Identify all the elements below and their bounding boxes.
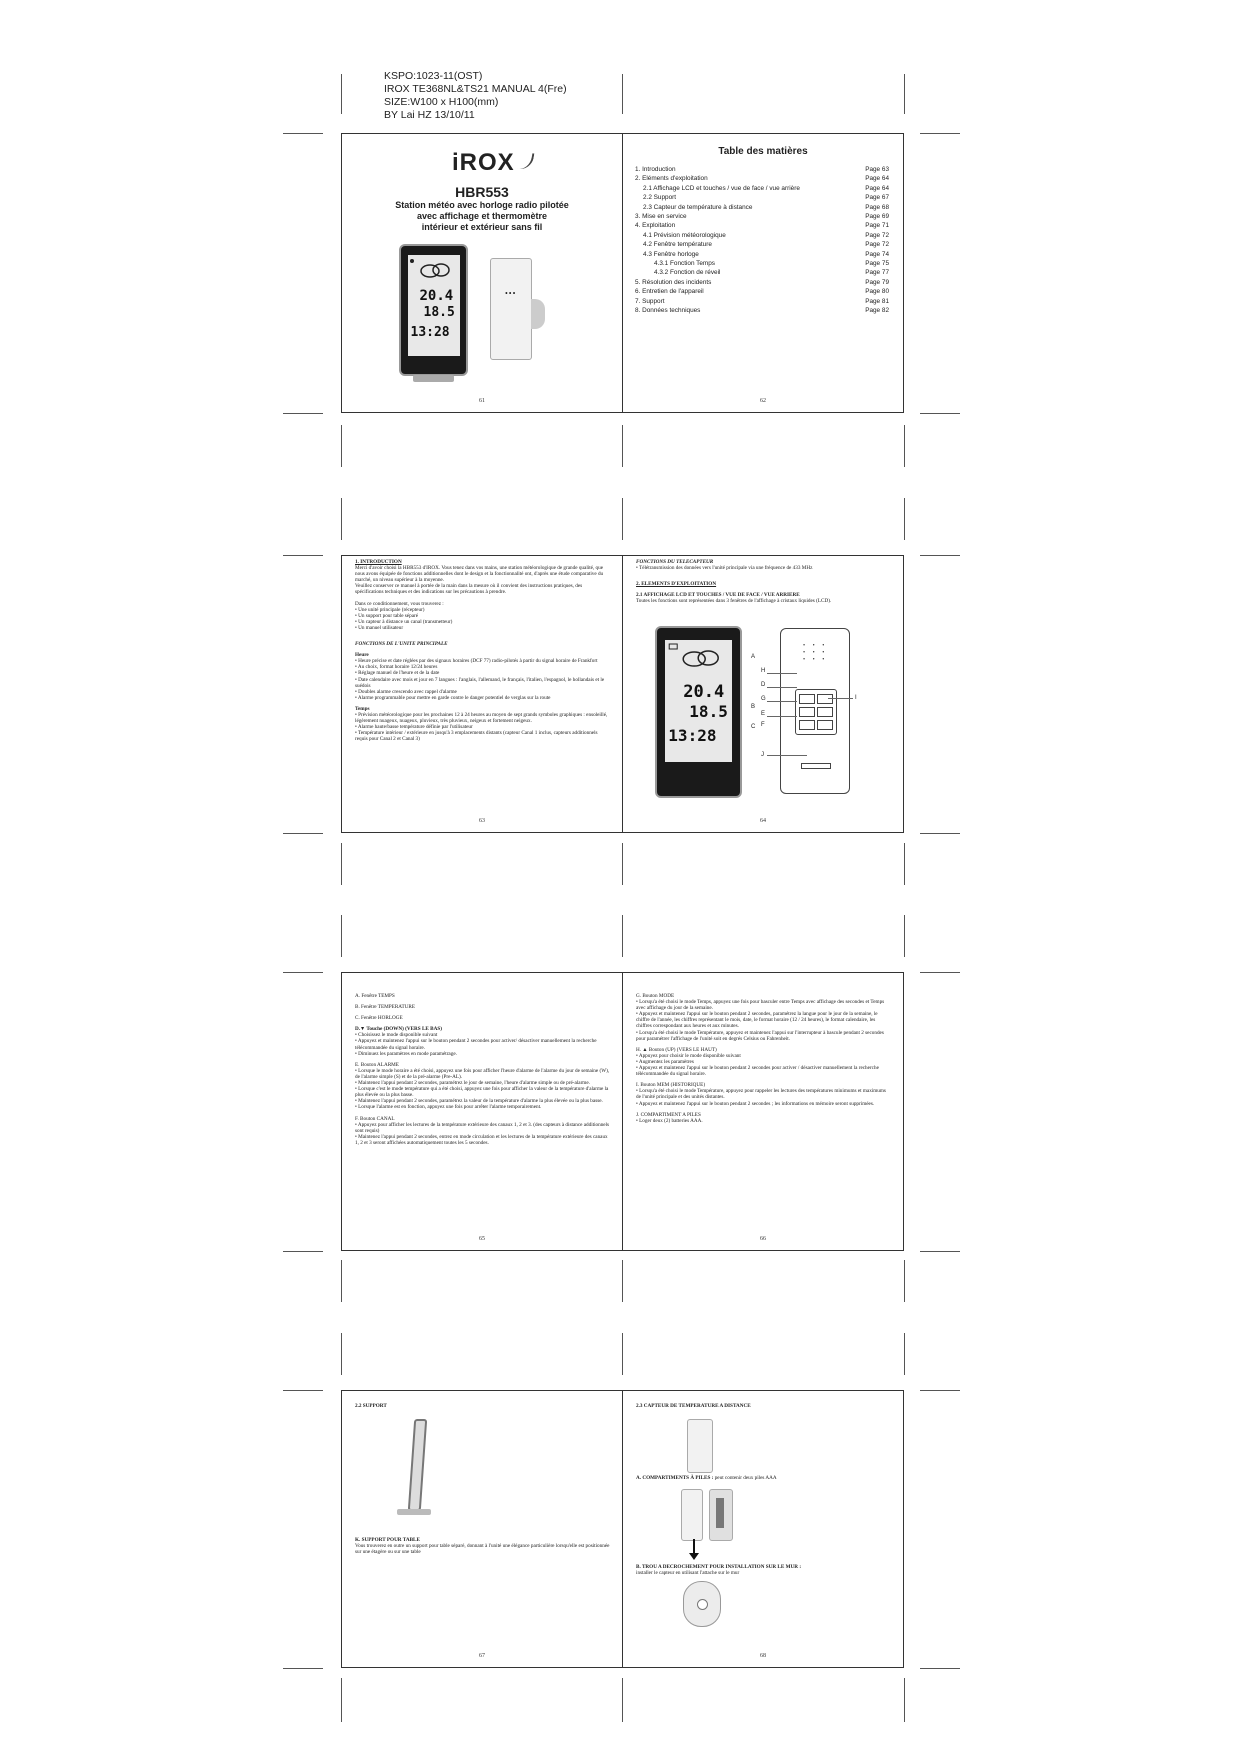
section-heading: 2.2 SUPPORT <box>355 1403 387 1409</box>
list-item: • Lorsque c'est le mode température qui a été choisi, appuyez une fois pour afficher la valeur de la température d'alarme la plus élevée ou la plus basse. <box>355 1086 609 1099</box>
paragraph: Veuillez conserver ce manuel à portée de la main dans la mesure où il convient des instructions pratiques, des spécifications techniques et des indications sur les précautions à prendre. <box>355 583 583 596</box>
toc-entry <box>635 240 889 249</box>
toc-entry <box>635 221 889 230</box>
front-view-image <box>655 626 742 798</box>
toc-entry <box>635 278 889 287</box>
toc-entry-page: Page 64 <box>865 175 889 183</box>
list-item: • Maintenez l'appui pendant 2 secondes, paramétrez le jour de semaine, l'heure d'alarme simple ou de pré-alarme. <box>355 1080 590 1087</box>
paragraph: Merci d'avoir choisi la HBR553 d'IROX. Vous tenez dans vos mains, une station météorologique de grande qualité, que nous avons équipée de fonctions additionnelles dont le design et la fonctionnalité ont, d'après une étude comparative du marché, un niveau supérieur à la moyenne. <box>355 565 604 584</box>
callout-label: J <box>761 752 764 758</box>
list-item: • Doubles alarme crescendo avec rappel d'alarme <box>355 688 457 695</box>
subsection-heading: Heure <box>355 652 369 659</box>
toc-entry <box>635 165 889 174</box>
callout-label: D <box>761 682 766 688</box>
toc-entry <box>635 287 889 296</box>
list-item: • Lorsqu'a été choisi le mode Temps, appuyez une fois pour basculer entre Temps avec affichage des secondes et Temps avec affichage du jour de la semaine. <box>636 999 885 1012</box>
toc-entry-label: 4.3.2 Fonction de réveil <box>654 269 721 277</box>
page-number: 62 <box>760 398 766 404</box>
callout-label: B <box>751 704 756 710</box>
list-item: • Température intérieur / extérieure en jusqu'à 3 emplacements distants (capteur Canal 1 inclus, capteurs additionnels requis pour Canal 2 et Canal 3) <box>355 730 598 743</box>
print-header <box>384 70 567 122</box>
lcd-temp: 20.4 <box>419 287 454 304</box>
lcd-time: 13:28 <box>410 324 450 340</box>
product-subtitle: Station météo avec horloge radio pilotée avec affichage et thermomètre intérieur et extérieur sans fil <box>395 200 569 232</box>
item-c: C. Fenêtre HORLOGE <box>355 1015 403 1022</box>
item-j-heading: J. COMPARTIMENT A PILES <box>636 1111 701 1118</box>
list-item: • Appuyez et maintenez l'appui sur le bouton pendant 2 secondes ; les informations en mémoire seront supprimées. <box>636 1100 875 1107</box>
toc-entry <box>635 259 889 268</box>
page-65 <box>342 973 622 1250</box>
toc-entry-label: 2. Eléments d'exploitation <box>635 175 708 183</box>
callout-label: A <box>751 654 756 660</box>
toc-entry-page: Page 69 <box>865 213 889 221</box>
toc-entry-page: Page 72 <box>865 241 889 249</box>
callout-label: H <box>761 668 766 674</box>
toc-entry-label: 2.3 Capteur de température à distance <box>643 203 753 211</box>
item-b: B. Fenêtre TEMPERATURE <box>355 1004 415 1011</box>
toc-entry-page: Page 80 <box>865 288 889 296</box>
subsection-heading: FONCTIONS DU TELECAPTEUR <box>636 559 714 565</box>
list-item: • Télétransmission des données vers l'unité principale via une fréquence de 433 MHz <box>636 565 813 572</box>
toc-entry-label: 2.2 Support <box>643 194 677 202</box>
toc-entry-label: 4.3.1 Fonction Temps <box>654 260 715 268</box>
header-line: IROX TE368NL&TS21 MANUAL 4(Fre) <box>384 83 567 95</box>
toc-entry <box>635 174 889 183</box>
arrow-head-icon <box>689 1553 699 1560</box>
toc-entry-label: 1. Introduction <box>635 166 676 173</box>
sensor-front-image <box>681 1489 703 1541</box>
subsection-heading: K. SUPPORT POUR TABLE <box>355 1537 420 1543</box>
toc-entry <box>635 268 889 277</box>
header-line: KSPO:1023-11(OST) <box>384 70 483 82</box>
spread-63-64 <box>341 555 904 833</box>
toc-entry <box>635 203 889 212</box>
page-number: 66 <box>760 1236 766 1242</box>
header-line: SIZE:W100 x H100(mm) <box>384 96 499 108</box>
toc-entry-page: Page 79 <box>865 278 889 286</box>
toc-entry-label: 4. Exploitation <box>635 222 676 230</box>
list-item: • Appuyez et maintenez l'appui sur le bouton pendant 2 secondes pour activer/ désactiver manuellement la recherche télécommandée du signal horaire. <box>355 1038 597 1051</box>
list-item: • Lorsqu'a été choisi le mode Température, appuyez et maintenez l'appui sur l'interrupteur à bascule pendant 2 secondes pour paramétrer l'affichage de l'unité soit en degrés Celsius ou Fahrenheit. <box>636 1029 884 1042</box>
lcd-temp: 20.4 <box>683 681 725 702</box>
list-item: • Une unité principale (récepteur) <box>355 606 425 613</box>
label-a: A. COMPARTIMENTS À PILES : <box>636 1475 714 1481</box>
page-number: 68 <box>760 1653 766 1659</box>
paragraph: Dans ce conditionnement, vous trouverez : <box>355 600 444 607</box>
toc-entry-page: Page 71 <box>865 222 889 230</box>
item-i-heading: I. Bouton MEM (HISTORIQUE) <box>636 1082 706 1089</box>
list-item: • Appuyez pour choisir le mode disponible suivant <box>636 1052 741 1059</box>
header-line: BY Lai HZ 13/10/11 <box>384 109 475 121</box>
list-item: • Appuyez pour afficher les lectures de la température extérieure des canaux 1, 2 et 3. (des capteurs à distance additionnels sont requis) <box>355 1121 610 1134</box>
page-number: 65 <box>479 1236 485 1242</box>
spread-65-66 <box>341 972 904 1251</box>
list-item: • Un manuel utilisateur <box>355 624 404 631</box>
toc-entry-page: Page 68 <box>865 203 889 211</box>
toc-entry-label: 3. Mise en service <box>635 213 687 221</box>
callout-label: G <box>761 696 766 702</box>
item-a: A. Fenêtre TEMPS <box>355 993 395 999</box>
lcd-time: 13:28 <box>668 725 717 745</box>
toc-entry <box>635 297 889 306</box>
spread-67-68 <box>341 1390 904 1668</box>
page-number: 67 <box>479 1653 485 1659</box>
list-item: • Date calendaire avec mois et jour en 7 langues : l'anglais, l'allemand, le français, l'italien, l'espagnol, le hollandais et le suédois <box>355 676 605 689</box>
toc-entry-label: 4.2 Fenêtre température <box>643 241 712 249</box>
page-number: 64 <box>760 818 766 824</box>
page-67 <box>342 1391 622 1667</box>
toc-entry-label: 4.1 Prévision météorologique <box>643 231 726 239</box>
text-a: peut contenir deux piles AAA <box>713 1475 777 1481</box>
toc-entry <box>635 306 889 315</box>
toc-entry-label: 8. Données techniques <box>635 307 701 315</box>
toc-entry-page: Page 63 <box>865 166 889 173</box>
toc-entry-page: Page 81 <box>865 297 889 305</box>
list-item: • Un capteur à distance un canal (transmetteur) <box>355 618 453 625</box>
callout-label: F <box>761 722 765 728</box>
list-item: • Lorsque l'alarme est en fonction, appuyez une fois pour arrêter l'alarme temporairement. <box>355 1104 542 1111</box>
toc-entry <box>635 193 889 202</box>
section-heading: 1. INTRODUCTION <box>355 559 402 565</box>
toc-entry <box>635 184 889 193</box>
toc-entry <box>635 212 889 221</box>
toc-entry-page: Page 75 <box>865 260 889 268</box>
toc-entry-label: 6. Entretien de l'appareil <box>635 288 704 296</box>
list-item: • Lorsque le mode horaire a été choisi, appuyez une fois pour afficher l'heure d'alarme de l'alarme du jour de semaine (W), de l'alarme simple (S) et de la pré-alarme (Pre-AL). <box>355 1067 610 1080</box>
toc-entry-page: Page 72 <box>865 231 889 239</box>
table-stand-image <box>397 1419 431 1519</box>
toc-entry-page: Page 77 <box>865 269 889 277</box>
subsection-heading: FONCTIONS DE L'UNITE PRINCIPALE <box>355 641 448 648</box>
lcd-temp2: 18.5 <box>689 701 728 721</box>
list-item: • Un support pour table séparé <box>355 612 419 619</box>
toc-entry-page: Page 67 <box>865 194 889 202</box>
table-of-contents <box>635 165 889 316</box>
list-item: • Maintenez l'appui pendant 2 secondes, paramétrez la valeur de la température d'alarme la plus élevée ou la plus basse. <box>355 1098 603 1105</box>
subsection-heading: 2.1 AFFICHAGE LCD ET TOUCHES / VUE DE FACE / VUE ARRIERE <box>636 592 800 599</box>
page-66 <box>623 973 903 1250</box>
sensor-image <box>687 1419 713 1473</box>
list-item: • Appuyez et maintenez l'appui sur le bouton pendant 2 secondes pour activer / désactiver manuellement la recherche télécommandée du signal horaire. <box>636 1065 879 1078</box>
cloud-icon <box>665 640 731 674</box>
item-g-heading: G. Bouton MODE <box>636 993 675 999</box>
toc-entry-label: 4.3 Fenêtre horloge <box>643 250 699 258</box>
weather-station-image <box>399 244 468 376</box>
subsection-heading: Temps <box>355 705 370 712</box>
irox-logo: iROX <box>452 149 533 177</box>
callout-label: I <box>855 695 857 701</box>
battery-compartment-image <box>709 1489 733 1541</box>
spread-61-62 <box>341 133 904 413</box>
toc-entry-label: 2.1 Affichage LCD et touches / vue de face / vue arrière <box>643 184 800 192</box>
section-heading: 2.3 CAPTEUR DE TEMPERATURE A DISTANCE <box>636 1403 751 1409</box>
page-68 <box>623 1391 903 1667</box>
list-item: • Au choix, format horaire 12/24 heures <box>355 664 438 671</box>
list-item: • Loger deux (2) batteries AAA. <box>636 1117 703 1124</box>
item-e-heading: E. Bouton ALARME <box>355 1061 399 1068</box>
toc-entry-page: Page 74 <box>865 250 889 258</box>
toc-entry-page: Page 82 <box>865 307 889 315</box>
wall-mount-image <box>683 1581 721 1627</box>
toc-entry <box>635 250 889 259</box>
list-item: • Réglage manuel de l'heure et de la date <box>355 670 440 677</box>
paragraph: Toutes les fonctions sont représentées dans 3 fenêtres de l'affichage à cristaux liquides (LCD). <box>636 598 832 605</box>
sensor-image: ••• <box>490 258 532 360</box>
toc-title: Table des matières <box>718 146 808 157</box>
item-f-heading: F. Bouton CANAL <box>355 1115 395 1122</box>
list-item: • Augmentez les paramètres <box>636 1058 694 1065</box>
list-item: • Prévision météorologique pour les prochaines 12 à 24 heures au moyen de sept grands symboles graphiques : ensoleillé, légèrement nuageux, nuageux, pluvieux, très pluvieux, neigeux et fortement neigeux. <box>355 711 608 725</box>
toc-entry-label: 5. Résolution des incidents <box>635 278 712 286</box>
callout-label: C <box>751 724 756 730</box>
page-number: 61 <box>479 398 485 404</box>
callout-label: E <box>761 711 766 717</box>
toc-entry-page: Page 64 <box>865 184 889 192</box>
list-item: • Heure précise et date réglées par des signaux horaires (DCF 77) radio-pilotés à partir du signal horaire de Frankfort <box>355 658 598 665</box>
list-item: • Alarme programmable pour mettre en garde contre le danger potentiel de verglas sur la route <box>355 694 551 701</box>
toc-entry-label: 7. Support <box>635 297 665 305</box>
list-item: • Lorsqu'a été choisi le mode Température, appuyez pour rappeler les lectures des températures minimums et maximums de l'unité principale et des unités distantes. <box>636 1088 886 1101</box>
item-d-heading: D.▼ Touche (DOWN) (VERS LE BAS) <box>355 1026 442 1033</box>
rear-view-image: • • • • • • • • • <box>780 628 850 794</box>
list-item: • Choisissez le mode disponible suivant <box>355 1032 438 1039</box>
cloud-icon <box>408 255 460 283</box>
page-64 <box>623 556 903 832</box>
page-63 <box>342 556 622 832</box>
item-h-heading: H. ▲ Bouton (UP) (VERS LE HAUT) <box>636 1046 717 1053</box>
section-heading: 2. ELEMENTS D'EXPLOITATION <box>636 581 717 588</box>
list-item: • Appuyez et maintenez l'appui sur le bouton pendant 2 secondes, paramétrez la langue pour le jour de la semaine, le chiffre de l'année, les chiffres représentant le mois, date, le format horaire (12 / 24 heures), le format calendaire, les chiffres correspondant aux heures et aux minutes. <box>636 1011 878 1030</box>
label-b: B. TROU A DECROCHEMENT POUR INSTALLATION SUR LE MUR : <box>636 1564 802 1570</box>
lcd-temp2: 18.5 <box>423 304 455 320</box>
page-62 <box>623 134 903 412</box>
model-title: HBR553 <box>455 184 509 200</box>
toc-entry <box>635 231 889 240</box>
paragraph: Vous trouverez en outre un support pour table séparé, donnant à l'unité une élégance particulière lorsqu'elle est positionnée sur une étagère ou sur une table <box>355 1543 610 1556</box>
list-item: • Maintenez l'appui pendant 2 secondes, entrez en mode circulation et les lectures de la température extérieure des canaux 1, 2 et 3 seront affichées automatiquement toutes les 5 secondes. <box>355 1133 608 1146</box>
list-item: • Diminuez les paramètres en mode paramétrage. <box>355 1050 457 1057</box>
text-b: installer le capteur en utilisant l'attache sur le mur <box>636 1570 740 1577</box>
list-item: • Alarme haute/basse température définie par l'utilisateur <box>355 724 473 731</box>
page-number: 63 <box>479 818 485 824</box>
page-61 <box>342 134 622 412</box>
